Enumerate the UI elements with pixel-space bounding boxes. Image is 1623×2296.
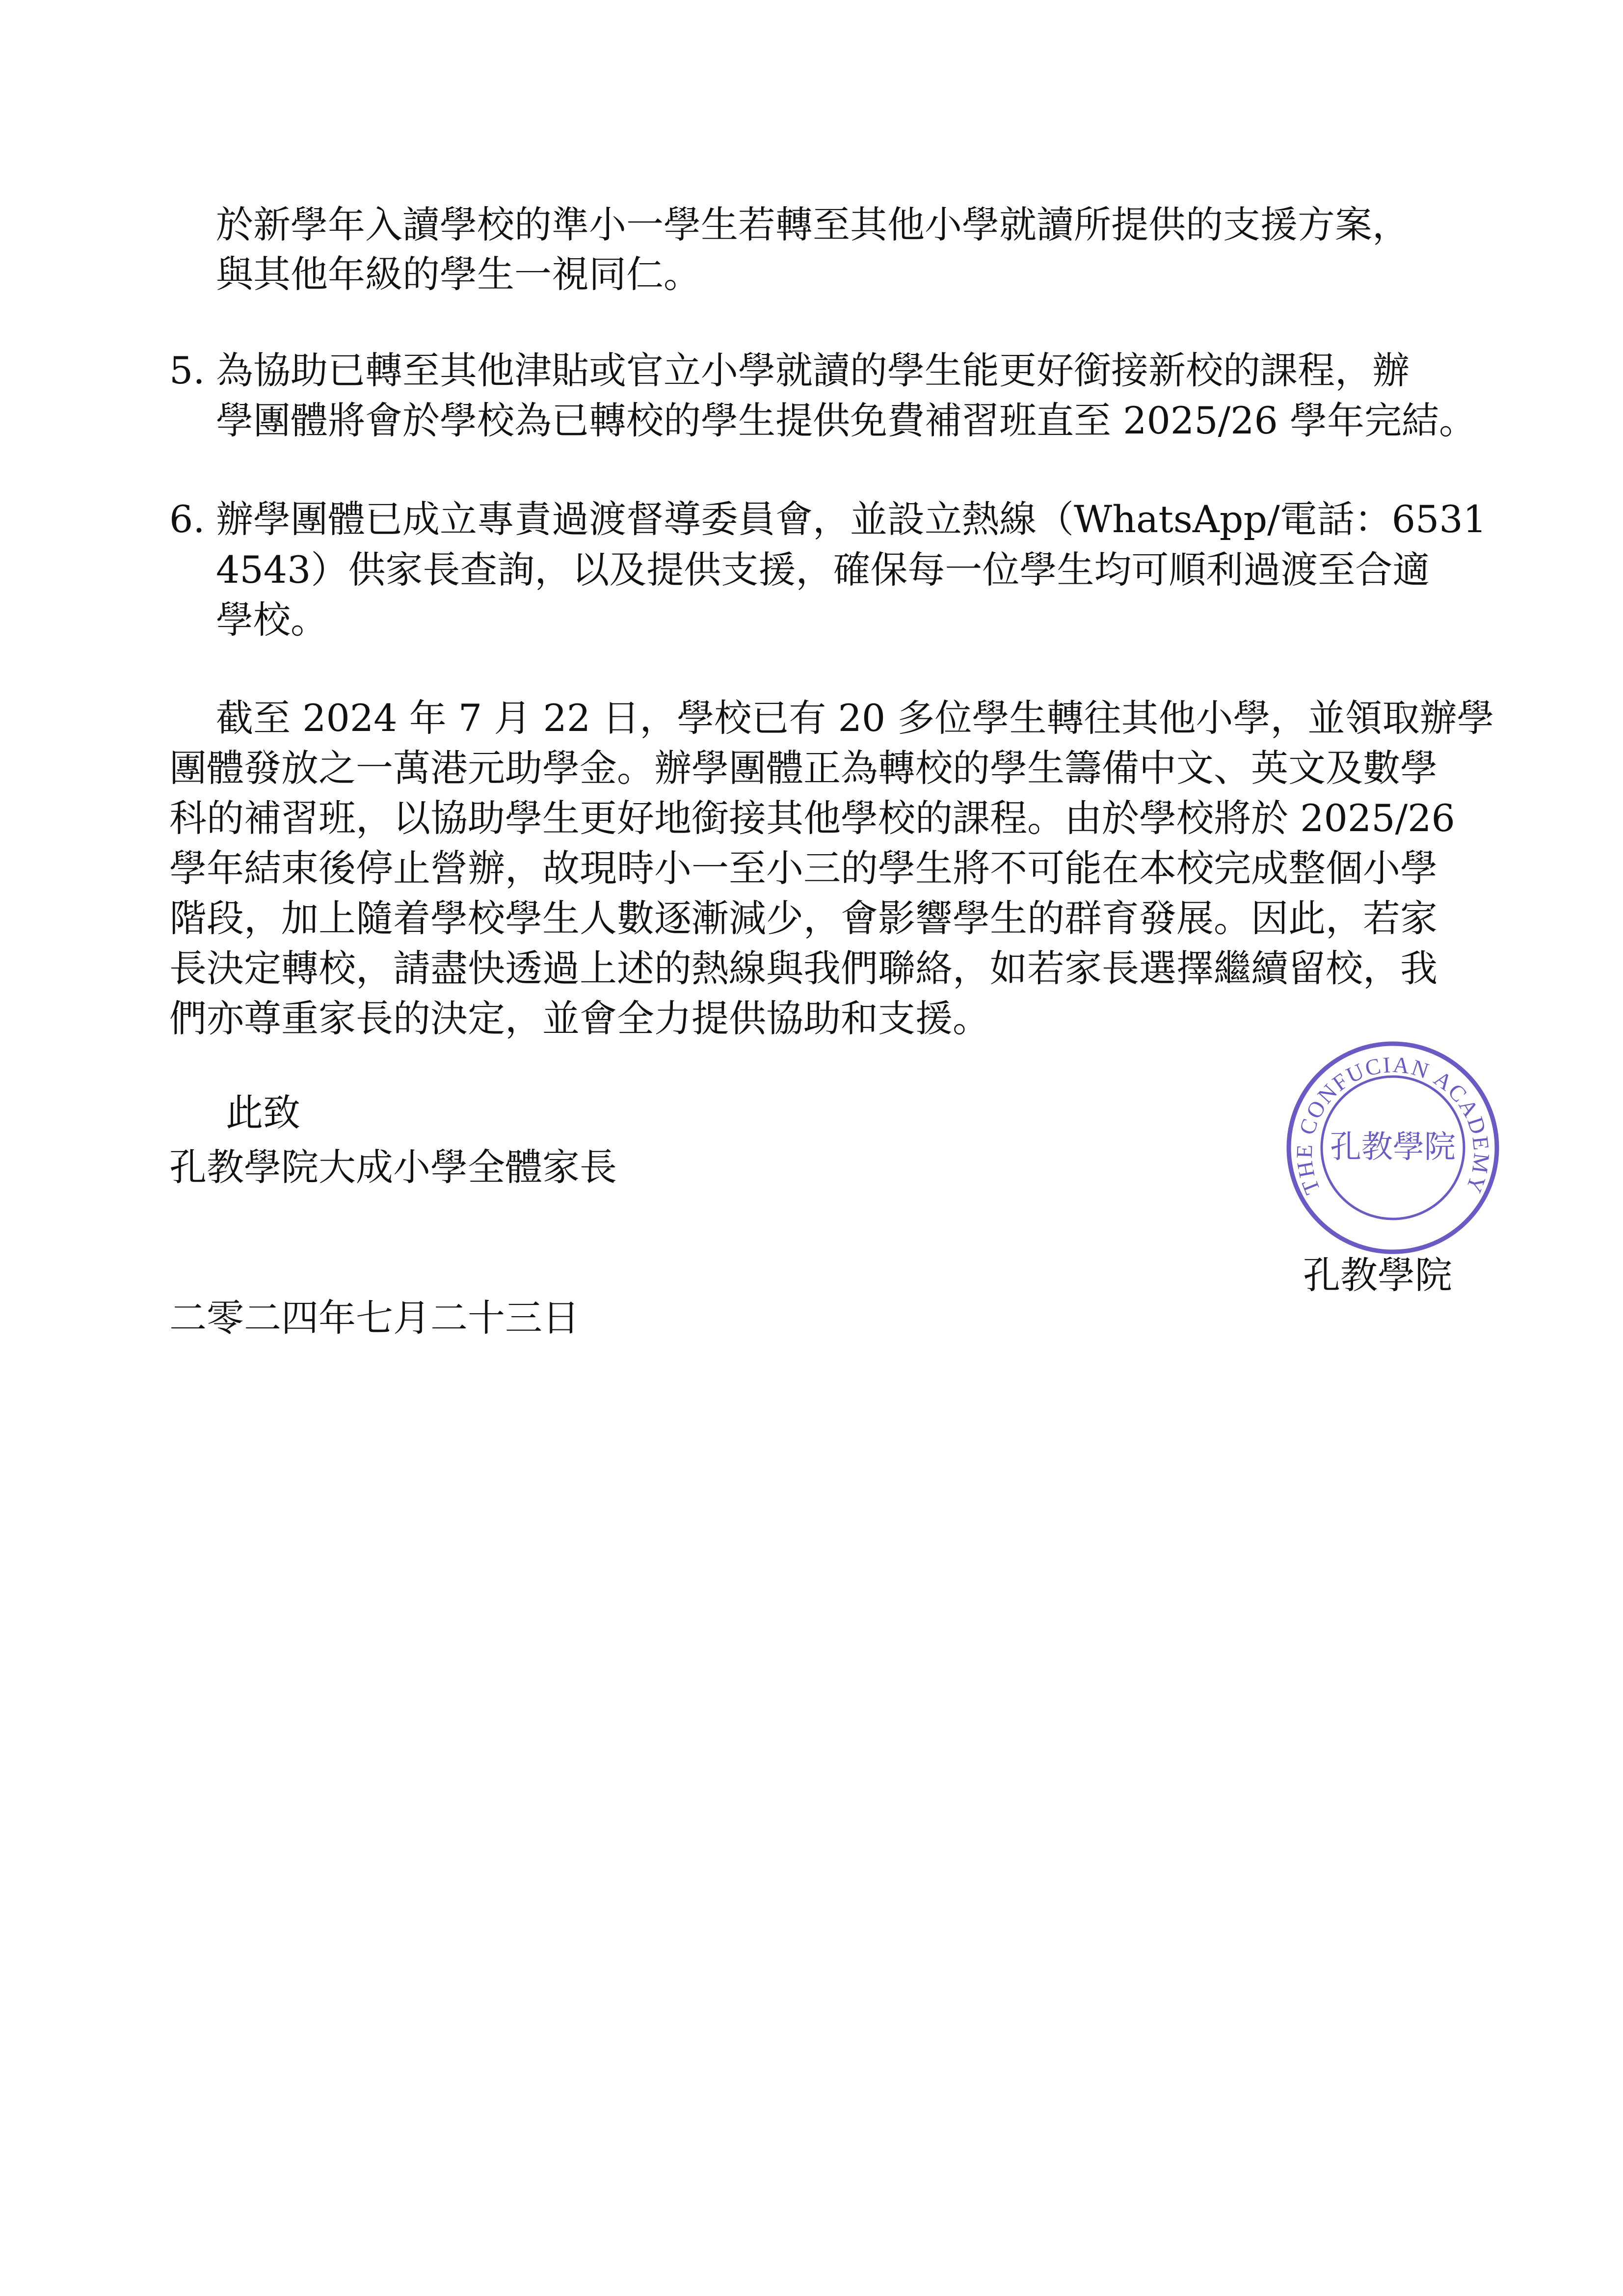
item-5-number: 5.	[169, 349, 205, 392]
item-6-line-3: 學校。	[216, 598, 328, 642]
confucian-academy-seal	[1285, 1040, 1501, 1256]
salutation: 此致	[226, 1091, 300, 1134]
item-6-line-2: 4543）供家長查詢，以及提供支援，確保每一位學生均可順利過渡至合適	[216, 548, 1430, 592]
item-6-line-1: 辦學團體已成立專責過渡督導委員會，並設立熱線（WhatsApp/電話：6531	[216, 497, 1487, 541]
item-6-number: 6.	[169, 497, 205, 541]
paragraph-line-3: 科的補習班，以協助學生更好地銜接其他學校的課程。由於學校將於 2025/26	[169, 796, 1455, 840]
letter-date: 二零二四年七月二十三日	[169, 1296, 580, 1340]
paragraph-line-6: 長決定轉校，請盡快透過上述的熱線與我們聯絡，如若家長選擇繼續留校，我	[169, 946, 1437, 990]
signature: 孔教學院	[1303, 1253, 1452, 1297]
continuation-line-2: 與其他年級的學生一視同仁。	[216, 252, 701, 296]
paragraph-line-2: 團體發放之一萬港元助學金。辦學團體正為轉校的學生籌備中文、英文及數學	[169, 746, 1437, 790]
recipient: 孔教學院大成小學全體家長	[169, 1145, 617, 1189]
paragraph-line-1: 截至 2024 年 7 月 22 日，學校已有 20 多位學生轉往其他小學，並領取辦學	[216, 696, 1494, 740]
paragraph-line-7: 們亦尊重家長的決定，並會全力提供協助和支援。	[169, 997, 990, 1040]
item-5-line-2: 學團體將會於學校為已轉校的學生提供免費補習班直至 2025/26 學年完結。	[216, 399, 1477, 442]
item-5-line-1: 為協助已轉至其他津貼或官立小學就讀的學生能更好銜接新校的課程，辦	[216, 349, 1410, 392]
paragraph-line-5: 階段，加上隨着學校學生人數逐漸減少，會影響學生的群育發展。因此，若家	[169, 896, 1437, 940]
seal-english-text: THE CONFUCIAN ACADEMY	[1291, 1052, 1495, 1198]
paragraph-line-4: 學年結束後停止營辦，故現時小一至小三的學生將不可能在本校完成整個小學	[169, 846, 1437, 890]
continuation-line-1: 於新學年入讀學校的準小一學生若轉至其他小學就讀所提供的支援方案，	[216, 203, 1410, 246]
seal-chinese-text: 孔教學院	[1330, 1129, 1456, 1165]
